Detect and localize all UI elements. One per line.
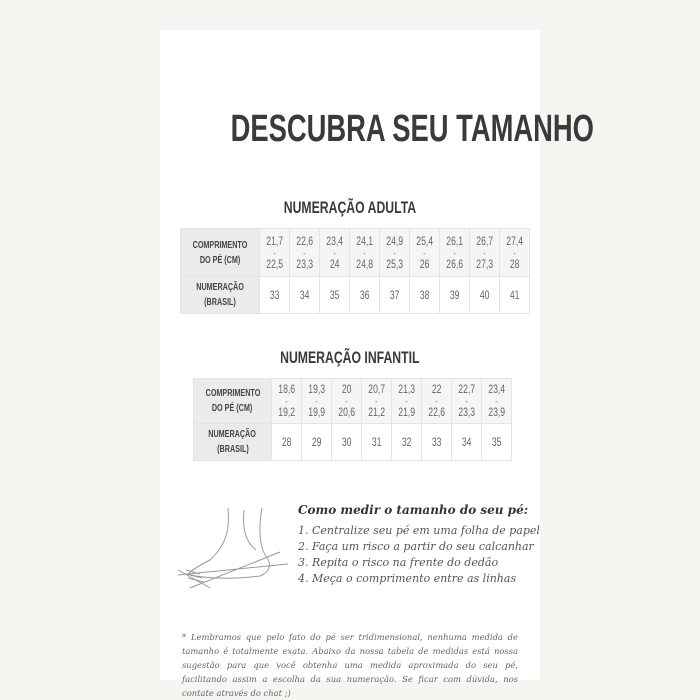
range-max: 23,9 [488,405,505,419]
range-max: 19,9 [308,405,325,419]
length-cell: 24,1 - 24,8 [350,229,380,277]
length-cell: 18,6 - 19,2 [272,379,302,424]
range-max: 24 [329,256,340,271]
size-value: 36 [359,288,370,302]
size-row [181,277,530,314]
range-max: 28 [509,256,520,271]
length-cell: 22 - 22,6 [422,379,452,424]
size-value: 35 [491,435,502,449]
child-title-text: NUMERAÇÃO INFANTIL [280,348,420,367]
size-value: 35 [329,288,340,302]
length-cell: 26,1 - 26,6 [440,229,470,277]
row-label [194,379,272,424]
length-cell: 25,4 - 26 [410,229,440,277]
size-value: 34 [299,288,310,302]
size-cell [392,424,422,461]
size-value: 40 [479,288,490,302]
size-value: 32 [401,435,412,449]
page-title [160,108,594,151]
page-title-text: DESCUBRA SEU TAMANHO [230,108,594,150]
size-cell [422,424,452,461]
length-cell: 19,3 - 19,9 [302,379,332,424]
child-size-table [193,378,512,461]
size-cell [260,277,290,314]
size-value: 29 [311,435,322,449]
label-text: (BRASIL) [204,297,236,308]
range-max: 21,2 [368,405,385,419]
length-cell: 27,4 - 28 [500,229,530,277]
range-min: 21,3 [398,382,415,396]
range-min: 27,4 [506,233,523,248]
range-min: 24,9 [386,233,403,248]
length-cell: 23,4 - 23,9 [482,379,512,424]
range-max: 20,6 [338,405,355,419]
size-cell [350,277,380,314]
size-value: 31 [371,435,382,449]
range-min: 26,1 [446,233,463,248]
range-min: 22,6 [296,233,313,248]
length-row [194,379,512,424]
step-4: 4. Meça o comprimento entre as linhas [298,572,517,585]
size-cell [500,277,530,314]
row-label [181,229,260,277]
length-row [181,229,530,277]
range-max: 23,3 [458,405,475,419]
range-min: 18,6 [278,382,295,396]
row-label [194,424,272,461]
range-min: 23,4 [326,233,343,248]
range-max: 24,8 [356,256,373,271]
label-text: NUMERAÇÃO [208,429,257,440]
label-text: NUMERAÇÃO [196,282,244,293]
adult-title-text: NUMERAÇÃO ADULTA [283,198,417,217]
range-max: 21,9 [398,405,415,419]
step-2: 2. Faça um risco a partir do seu calcanhar [298,540,534,553]
size-cell [320,277,350,314]
length-cell: 20 - 20,6 [332,379,362,424]
size-value: 28 [281,435,292,449]
how-title: Como medir o tamanho do seu pé: [298,503,529,517]
range-max: 23,3 [296,256,313,271]
row-label [181,277,260,314]
range-min: 20 [341,382,352,396]
range-max: 26,6 [446,256,463,271]
range-min: 26,7 [476,233,493,248]
range-max: 19,2 [278,405,295,419]
size-row [194,424,512,461]
length-cell: 22,7 - 23,3 [452,379,482,424]
size-cell [440,277,470,314]
adult-table-title [160,198,540,218]
length-cell: 23,4 - 24 [320,229,350,277]
size-cell [272,424,302,461]
size-cell [380,277,410,314]
length-cell: 24,9 - 25,3 [380,229,410,277]
range-min: 22,7 [458,382,475,396]
range-min: 21,7 [266,233,283,248]
size-value: 33 [431,435,442,449]
size-value: 37 [389,288,400,302]
size-value: 41 [509,288,520,302]
label-text: DO PÉ (CM) [212,403,253,414]
size-cell [302,424,332,461]
range-max: 22,6 [428,405,445,419]
length-cell: 26,7 - 27,3 [470,229,500,277]
disclaimer-note: * Lembramos que pelo fato do pé ser tridimensional, nenhuma medida de tamanho é totalmente exata. Abaixo da nossa tabela de medidas está nossa sugestão para que você obtenha uma medida aproximada do seu pé, facilitando assim a escolha da sua numeração. Se ficar com dúvida, nos contate através do chat ;) [182,632,518,698]
size-value: 33 [269,288,280,302]
range-min: 20,7 [368,382,385,396]
size-value: 30 [341,435,352,449]
size-cell [410,277,440,314]
step-1: 1. Centralize seu pé em uma folha de papel [298,524,540,537]
range-min: 23,4 [488,382,505,396]
length-cell: 22,6 - 23,3 [290,229,320,277]
size-cell [482,424,512,461]
size-value: 38 [419,288,430,302]
size-cell [362,424,392,461]
foot-illustration-icon [170,500,290,590]
label-text: DO PÉ (CM) [199,254,241,266]
length-cell: 21,7 - 22,5 [260,229,290,277]
size-value: 39 [449,288,460,302]
label-text: COMPRIMENTO [192,239,248,251]
adult-size-table [180,228,530,314]
range-max: 22,5 [266,256,283,271]
how-to-measure [298,503,540,587]
size-value: 34 [461,435,472,449]
length-cell: 21,3 - 21,9 [392,379,422,424]
range-min: 19,3 [308,382,325,396]
size-cell [452,424,482,461]
size-cell [470,277,500,314]
range-max: 26 [419,256,430,271]
range-min: 24,1 [356,233,373,248]
length-cell: 20,7 - 21,2 [362,379,392,424]
child-table-title [160,348,540,368]
label-text: (BRASIL) [216,444,249,455]
range-max: 27,3 [476,256,493,271]
size-guide-card [160,30,594,698]
label-text: COMPRIMENTO [205,388,260,399]
range-max: 25,3 [386,256,403,271]
size-cell [290,277,320,314]
range-min: 22 [431,382,442,396]
size-cell [332,424,362,461]
step-3: 3. Repita o risco na frente do dedão [298,556,499,569]
range-min: 25,4 [416,233,433,248]
